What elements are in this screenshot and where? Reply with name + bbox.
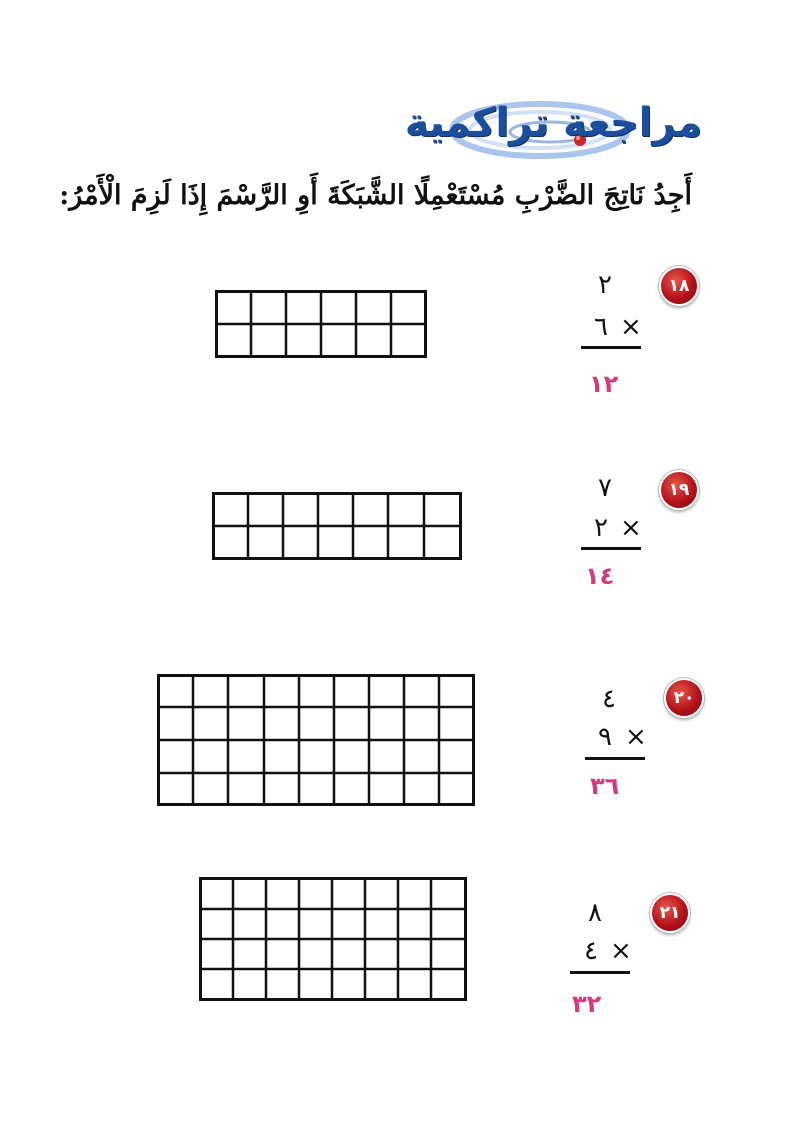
answer-text: ١٢ [589, 370, 619, 398]
problem-number-badge: ٢١ [650, 893, 690, 933]
page-header [400, 92, 720, 172]
multiplier: ٢ [594, 513, 608, 543]
multiplication-grid [212, 492, 462, 560]
multiplier: ٩ [598, 722, 612, 752]
problem-number-badge: ١٨ [659, 266, 699, 306]
multiplication-grid [215, 290, 427, 358]
times-icon: × [625, 722, 647, 752]
answer-text: ٣٢ [572, 990, 602, 1018]
multiplicand: ٧ [598, 473, 612, 503]
result-line [570, 971, 630, 974]
answer-text: ١٤ [585, 562, 615, 590]
multiplication-grid [157, 674, 475, 806]
times-icon: × [620, 513, 642, 543]
answer-text: ٣٦ [590, 772, 620, 800]
multiplicand: ٤ [602, 684, 616, 714]
result-line [581, 346, 641, 349]
multiplier: ٤ [584, 936, 598, 966]
problem-number-badge: ١٩ [659, 470, 699, 510]
problem-number-badge: ٢٠ [664, 678, 704, 718]
multiplication-grid [199, 877, 467, 1001]
times-icon: × [620, 312, 642, 342]
times-icon: × [610, 936, 632, 966]
result-line [581, 547, 641, 550]
multiplicand: ٨ [588, 898, 602, 928]
multiplicand: ٢ [598, 270, 612, 300]
instruction-text: أَجِدُ نَاتِجَ الضَّرْبِ مُسْتَعْمِلًا الشَّبَكَةَ أَوِ الرَّسْمَ إِذَا لَزِمَ الْأَمْرُ: [59, 180, 692, 211]
multiplier: ٦ [594, 312, 608, 342]
page-title: مراجعة تراكمية [404, 100, 702, 146]
result-line [585, 757, 645, 760]
